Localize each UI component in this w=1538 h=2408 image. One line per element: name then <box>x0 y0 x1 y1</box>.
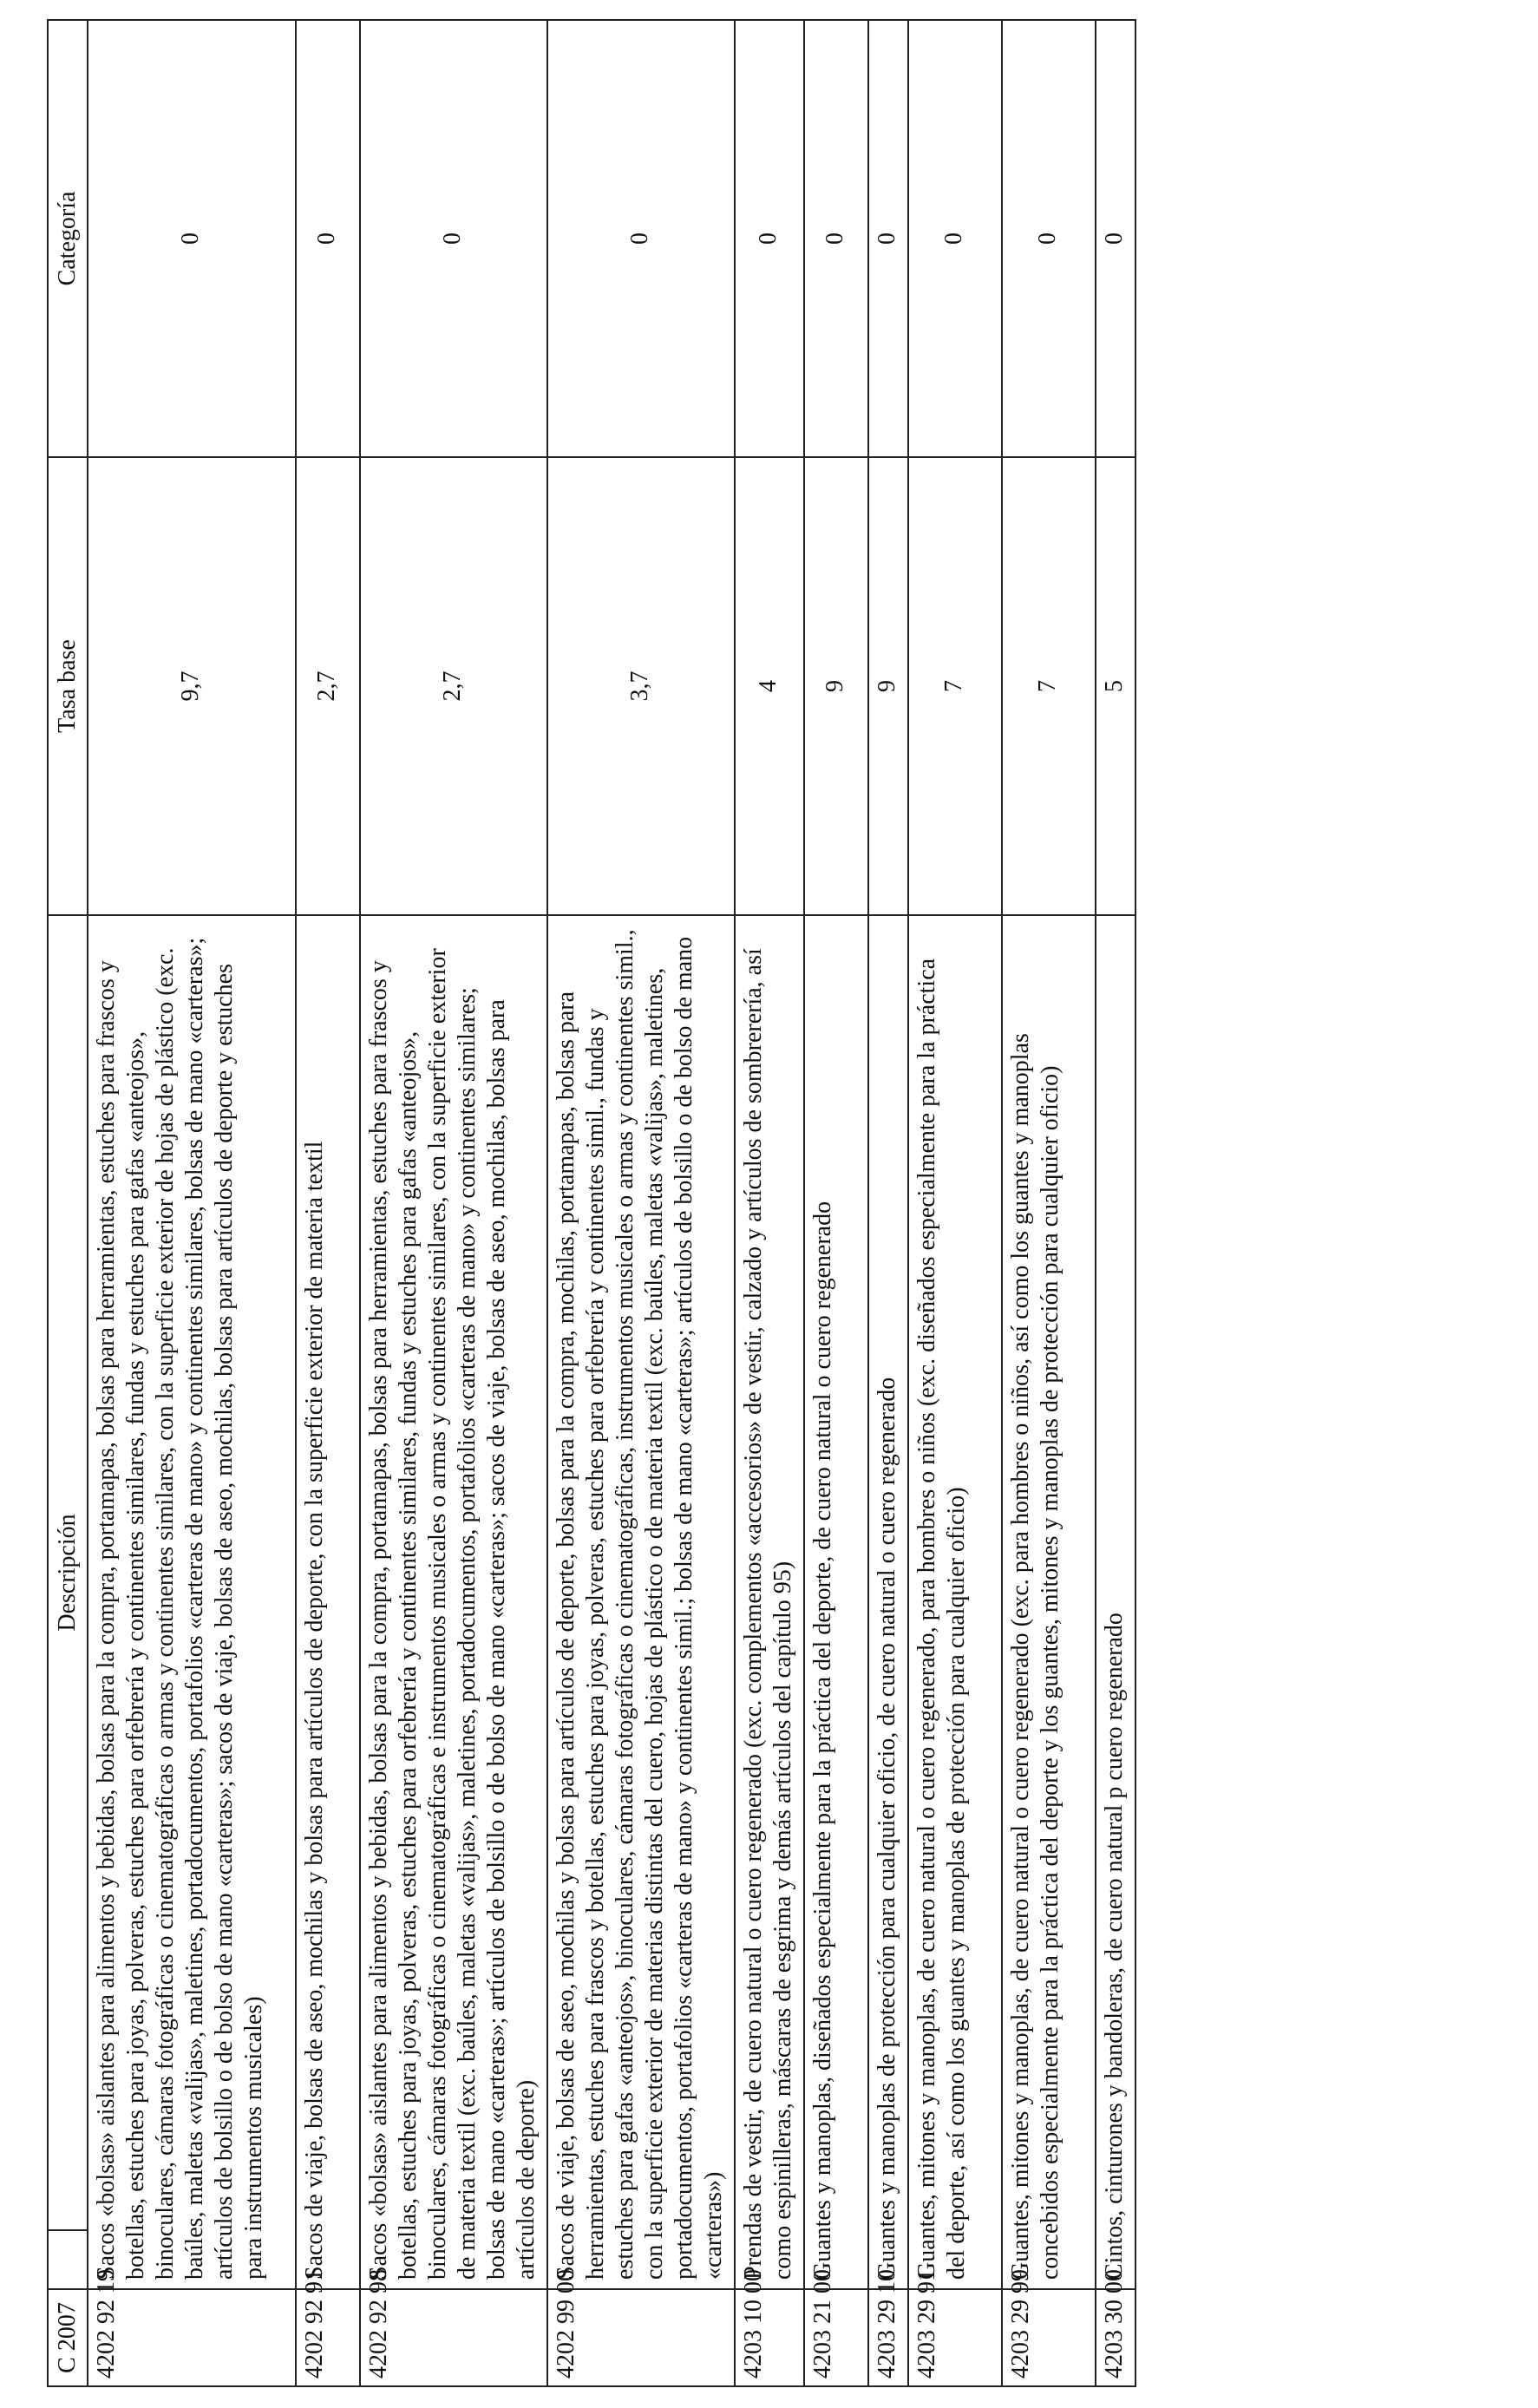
table-row <box>547 20 735 2386</box>
table-row <box>908 20 1002 2386</box>
code-cell: 4202 92 98 <box>360 2289 547 2386</box>
category-cell: 0 <box>868 20 908 457</box>
header-spacer <box>48 2230 88 2289</box>
category-cell: 0 <box>296 20 360 457</box>
code-cell: 4202 99 00 <box>547 2289 735 2386</box>
rate-cell: 7 <box>908 457 1002 915</box>
description-cell: Guantes, mitones y manoplas, de cuero natural o cuero regenerado (exc. para hombres o niños, así como los guantes y manoplas concebidos especialmente para la práctica del deporte y los guantes, mitones y manoplas de protección para cualquier oficio) <box>1002 915 1096 2289</box>
description-cell: Cintos, cinturones y bandoleras, de cuero natural p cuero regenerado <box>1096 915 1136 2289</box>
category-cell: 0 <box>735 20 804 457</box>
header-code: C 2007 <box>48 2289 88 2386</box>
table-row <box>360 20 547 2386</box>
tariff-table <box>47 19 1136 2387</box>
description-cell: Prendas de vestir, de cuero natural o cuero regenerado (exc. complementos «accesorios» de vestir, calzado y artículos de sombrerería, así como espinilleras, máscaras de esgrima y demás artículos del capítulo 95) <box>735 915 804 2289</box>
header-rate: Tasa base <box>48 457 88 915</box>
header-category: Categoría <box>48 20 88 457</box>
table-row <box>868 20 908 2386</box>
description-cell: Guantes, mitones y manoplas, de cuero natural o cuero regenerado, para hombres o niños (exc. diseñados especialmente para la práctica del deporte, así como los guantes y manoplas de protección para cualquier oficio) <box>908 915 1002 2289</box>
header-description: Descripción <box>48 915 88 2230</box>
rate-cell: 9 <box>804 457 868 915</box>
rotated-table-container <box>47 21 1501 2387</box>
category-cell: 0 <box>547 20 735 457</box>
rate-cell: 2,7 <box>360 457 547 915</box>
code-cell: 4203 29 99 <box>1002 2289 1096 2386</box>
rate-cell: 9,7 <box>88 457 296 915</box>
rate-cell: 4 <box>735 457 804 915</box>
code-cell: 4203 30 00 <box>1096 2289 1136 2386</box>
code-cell: 4202 92 91 <box>296 2289 360 2386</box>
table-row <box>88 20 296 2386</box>
code-cell: 4203 29 91 <box>908 2289 1002 2386</box>
rate-cell: 9 <box>868 457 908 915</box>
table-row <box>1002 20 1096 2386</box>
category-cell: 0 <box>88 20 296 457</box>
category-cell: 0 <box>360 20 547 457</box>
description-cell: Guantes y manoplas de protección para cualquier oficio, de cuero natural o cuero regenerado <box>868 915 908 2289</box>
table-row <box>735 20 804 2386</box>
description-cell: Sacos «bolsas» aislantes para alimentos y bebidas, bolsas para la compra, portamapas, bolsas para herramientas, estuches para frascos y botellas, estuches para joyas, polveras, estuches para orfebrería y continentes similares, fundas y estuches para gafas «anteojos», binoculares, cámaras fotográficas o cinematográficas e instrumentos musicales o armas y continentes similares, con la superficie exterior de materia textil (exc. baúles, maletas «valijas», maletines, portadocumentos, portafolios «carteras de mano» y continentes similares; bolsas de mano «carteras»; artículos de bolsillo o de bolso de mano «carteras»; sacos de viaje, bolsas de aseo, mochilas, bolsas para artículos de deporte) <box>360 915 547 2289</box>
code-cell: 4203 21 00 <box>804 2289 868 2386</box>
description-cell: Sacos de viaje, bolsas de aseo, mochilas y bolsas para artículos de deporte, con la superficie exterior de materia textil <box>296 915 360 2289</box>
table-row <box>804 20 868 2386</box>
header-row <box>48 20 88 2386</box>
rate-cell: 5 <box>1096 457 1136 915</box>
rate-cell: 3,7 <box>547 457 735 915</box>
category-cell: 0 <box>1096 20 1136 457</box>
description-cell: Sacos «bolsas» aislantes para alimentos y bebidas, bolsas para la compra, portamapas, bolsas para herramientas, estuches para frascos y botellas, estuches para joyas, polveras, estuches para orfebrería y continentes similares, fundas y estuches para gafas «anteojos», binoculares, cámaras fotográficas o cinematográficas o armas y continentes similares, con la superficie exterior de hojas de plástico (exc. baúles, maletas «valijas», maletines, portadocumentos, portafolios «carteras de mano» y continentes similares, bolsas de mano «carteras»; artículos de bolsillo o de bolso de mano «carteras»; sacos de viaje, bolsas de aseo, mochilas, bolsas para artículos de deporte y estuches para instrumentos musicales) <box>88 915 296 2289</box>
code-cell: 4203 10 00 <box>735 2289 804 2386</box>
code-cell: 4203 29 10 <box>868 2289 908 2386</box>
table-row <box>296 20 360 2386</box>
category-cell: 0 <box>804 20 868 457</box>
rate-cell: 2,7 <box>296 457 360 915</box>
rate-cell: 7 <box>1002 457 1096 915</box>
code-cell: 4202 92 19 <box>88 2289 296 2386</box>
description-cell: Guantes y manoplas, diseñados especialmente para la práctica del deporte, de cuero natural o cuero regenerado <box>804 915 868 2289</box>
category-cell: 0 <box>1002 20 1096 457</box>
table-row <box>1096 20 1136 2386</box>
category-cell: 0 <box>908 20 1002 457</box>
description-cell: Sacos de viaje, bolsas de aseo, mochilas y bolsas para artículos de deporte, bolsas para la compra, mochilas, portamapas, bolsas para herramientas, estuches para frascos y botellas, estuches para joyas, polveras, estuches para orfebrería y continentes simil., fundas y estuches para gafas «anteojos», binoculares, cámaras fotográficas o cinematográficas, instrumentos musicales o armas y continentes simil., con la superficie exterior de materias distintas del cuero, hojas de plástico o de materia textil (exc. baúles, maletas «valijas», maletines, portadocumentos, portafolios «carteras de mano» y continentes simil.; bolsas de mano «carteras»; artículos de bolsillo o de bolso de mano «carteras») <box>547 915 735 2289</box>
